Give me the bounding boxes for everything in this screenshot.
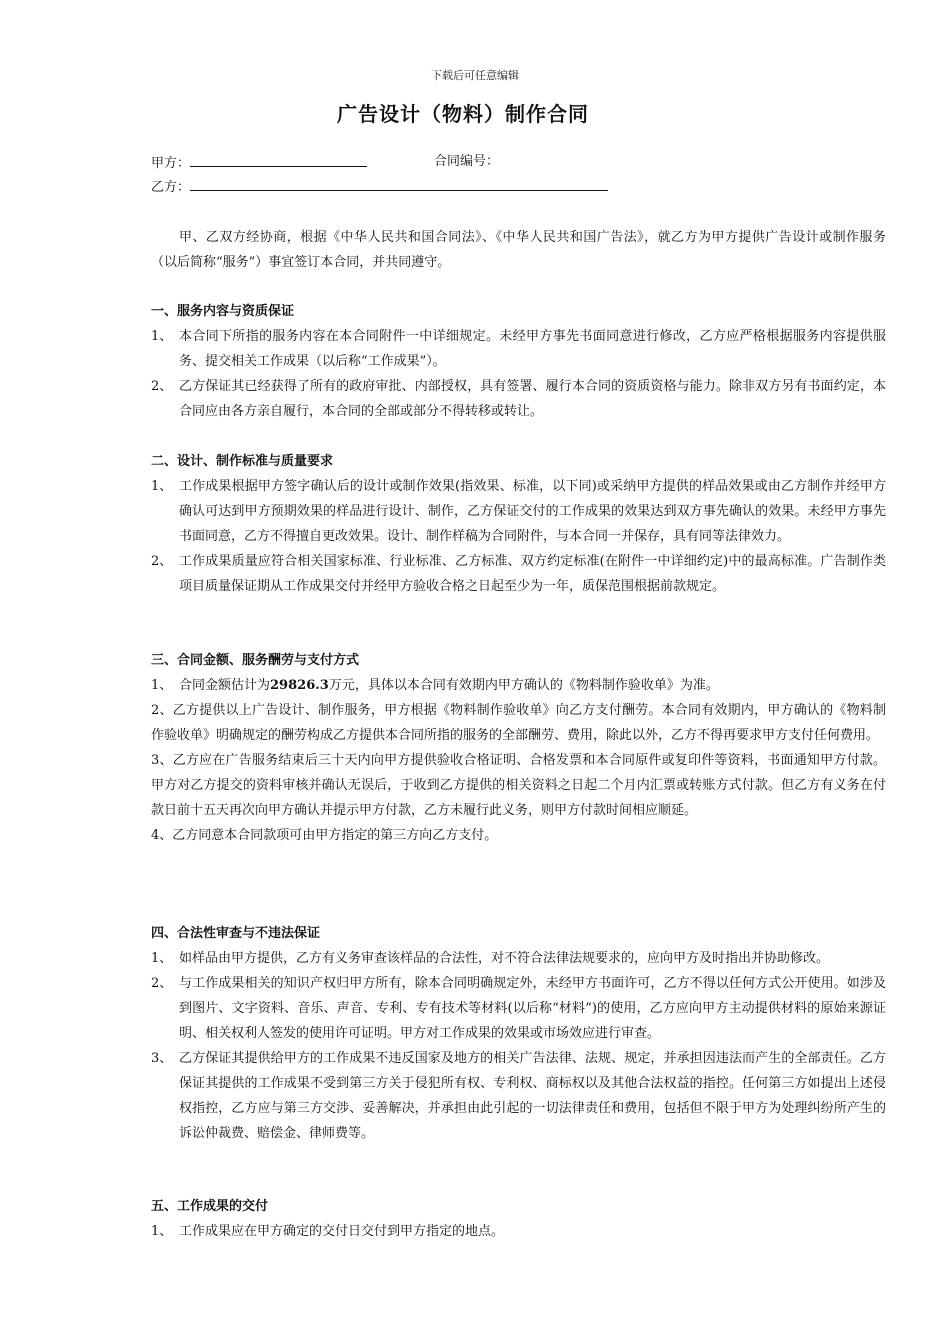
item-text: 工作成果应在甲方确定的交付日交付到甲方指定的地点。 <box>179 1224 505 1239</box>
section-5-heading: 五、工作成果的交付 <box>151 1199 269 1214</box>
item-text: 本合同下所指的服务内容在本合同附件一中详细规定。未经甲方事先书面同意进行修改，乙方应严格根据服务内容提供服务、提交相关工作成果（以后称“工作成果”）。 <box>179 329 886 369</box>
section-3 <box>151 648 886 848</box>
contract-amount: 29826.3 <box>270 678 329 693</box>
item-text: 与工作成果相关的知识产权归甲方所有，除本合同明确规定外，未经甲方书面许可，乙方不得以任何方式公开使用。如涉及到图片、文字资料、音乐、声音、专利、专有技术等材料(以后称“材料”)的使用，乙方应向甲方主动提供材料的原始来源证明、相关权利人签发的使用许可证明。甲方对工作成果的效果或市场效应进行审查。 <box>179 976 886 1041</box>
preamble-text: 甲、乙双方经协商，根据《中华人民共和国合同法》、《中华人民共和国广告法》，就乙方为甲方提供广告设计或制作服务（以后简称“服务”）事宜签订本合同，并共同遵守。 <box>151 230 886 270</box>
item-text: 乙方保证其提供给甲方的工作成果不违反国家及地方的相关广告法律、法规、规定，并承担因违法而产生的全部责任。乙方保证其提供的工作成果不受到第三方关于侵犯所有权、专利权、商标权以及其他合法权益的指控。任何第三方如提出上述侵权指控，乙方应与第三方交涉、妥善解决，并承担由此引起的一切法律责任和费用，包括但不限于甲方为处理纠纷所产生的诉讼仲裁费、赔偿金、律师费等。 <box>179 1051 886 1141</box>
party-b-label: 乙方： <box>151 180 191 195</box>
section-2-item-1 <box>151 474 886 549</box>
section-5 <box>151 1194 886 1244</box>
item-number: 2、 <box>151 554 173 569</box>
party-b-blank <box>190 176 608 191</box>
item-number: 1、 <box>151 678 173 693</box>
section-5-item-1 <box>151 1219 886 1244</box>
party-b-row <box>151 176 608 196</box>
section-3-item-4: 4、乙方同意本合同款项可由甲方指定的第三方向乙方支付。 <box>151 828 498 843</box>
item-text-pre: 合同金额估计为 <box>179 678 271 693</box>
item-number: 2、 <box>151 976 173 991</box>
item-text: 工作成果质量应符合相关国家标准、行业标准、乙方标准、双方约定标准(在附件一中详细约定)中的最高标准。广告制作类项目质量保证期从工作成果交付并经甲方验收合格之日起至少为一年，质保范围根据前款规定。 <box>179 554 886 594</box>
party-a-row <box>151 152 367 172</box>
item-text-post: 万元，具体以本合同有效期内甲方确认的《物料制作验收单》为准。 <box>328 678 719 693</box>
section-4-item-3 <box>151 1046 886 1146</box>
section-1-item-1 <box>151 324 886 374</box>
section-4 <box>151 921 886 1146</box>
section-3-heading: 三、合同金额、服务酬劳与支付方式 <box>151 653 360 668</box>
contract-number-label: 合同编号： <box>434 154 500 169</box>
party-a-blank <box>190 152 367 167</box>
item-number: 1、 <box>151 1224 173 1239</box>
section-3-item-1 <box>151 673 886 698</box>
item-number: 1、 <box>151 479 173 494</box>
item-text: 如样品由甲方提供，乙方有义务审查该样品的合法性，对不符合法律法规要求的，应向甲方及时指出并协助修改。 <box>179 951 830 966</box>
item-number: 1、 <box>151 951 173 966</box>
section-4-item-2 <box>151 971 886 1046</box>
item-text: 乙方保证其已经获得了所有的政府审批、内部授权，具有签署、履行本合同的资质资格与能力。除非双方另有书面约定，本合同应由各方亲自履行，本合同的全部或部分不得转移或转让。 <box>179 379 886 419</box>
item-text: 工作成果根据甲方签字确认后的设计或制作效果(指效果、标准，以下同)或采纳甲方提供的样品效果或由乙方制作并经甲方确认可达到甲方预期效果的样品进行设计、制作，乙方保证交付的工作成果的效果达到双方事先确认的效果。未经甲方事先书面同意，乙方不得擅自更改效果。设计、制作样稿为合同附件，与本合同一并保存，具有同等法律效力。 <box>179 479 886 544</box>
section-2-item-2 <box>151 549 886 599</box>
section-1-item-2 <box>151 374 886 424</box>
item-number: 3、 <box>151 1051 173 1066</box>
section-2 <box>151 449 886 599</box>
section-3-item-2: 2、乙方提供以上广告设计、制作服务，甲方根据《物料制作验收单》向乙方支付酬劳。本合同有效期内，甲方确认的《物料制作验收单》明确规定的酬劳构成乙方提供本合同所指的服务的全部酬劳、费用，除此以外，乙方不得再要求甲方支付任何费用。 <box>151 703 886 743</box>
item-number: 2、 <box>151 379 173 394</box>
party-a-label: 甲方： <box>151 156 191 171</box>
header-note: 下载后可任意编辑 <box>431 69 519 82</box>
section-2-heading: 二、设计、制作标准与质量要求 <box>151 454 334 469</box>
section-3-item-3: 3、乙方应在广告服务结束后三十天内向甲方提供验收合格证明、合格发票和本合同原件或复印件等资料，书面通知甲方付款。甲方对乙方提交的资料审核并确认无误后，于收到乙方提供的相关资料之日起二个月内汇票或转账方式付款。但乙方有义务在付款日前十五天再次向甲方确认并提示甲方付款，乙方未履行此义务，则甲方付款时间相应顺延。 <box>151 753 886 818</box>
section-1-heading: 一、服务内容与资质保证 <box>151 304 295 319</box>
document-title: 广告设计（物料）制作合同 <box>337 102 589 126</box>
section-4-item-1 <box>151 946 886 971</box>
section-4-heading: 四、合法性审查与不违法保证 <box>151 926 321 941</box>
item-number: 1、 <box>151 329 173 344</box>
preamble-block <box>151 225 886 275</box>
section-1 <box>151 299 886 424</box>
